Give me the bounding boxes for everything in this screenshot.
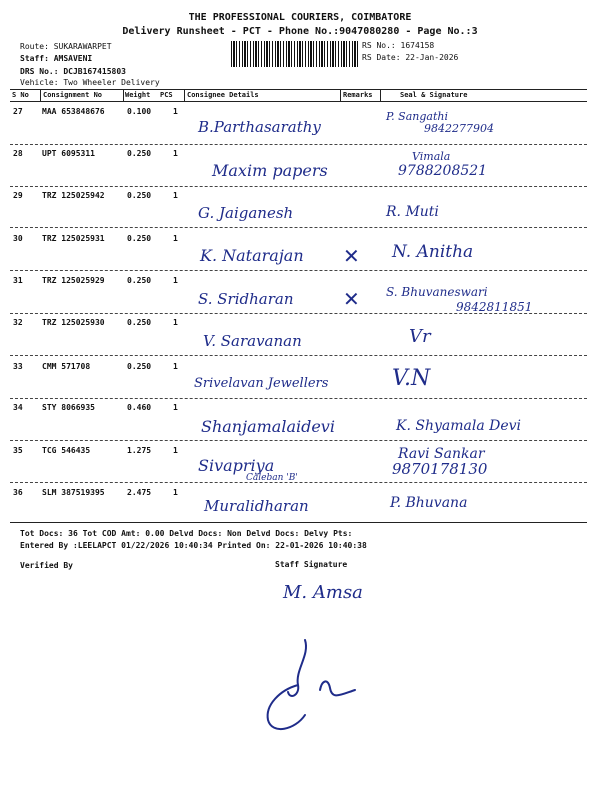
signature: N. Anitha	[392, 242, 474, 262]
row-weight: 1.275	[127, 446, 152, 455]
row-consignment: MAA 653848676	[42, 107, 105, 116]
signature: P. Sangathi	[386, 110, 448, 123]
consignee-handwriting: V. Saravanan	[203, 332, 302, 350]
company-title: THE PROFESSIONAL COURIERS, COIMBATORE	[188, 12, 412, 23]
staff-signature-label: Staff Signature	[275, 560, 348, 569]
row-pcs: 1	[173, 446, 178, 455]
staff-label: Staff: AMSAVENI	[20, 54, 93, 63]
row-consignment: TCG 546435	[42, 446, 91, 455]
row-sno: 28	[13, 149, 23, 158]
barcode	[231, 41, 359, 67]
row-divider	[10, 313, 587, 314]
signature: Ravi Sankar	[398, 446, 485, 462]
row-weight: 0.250	[127, 191, 152, 200]
row-pcs: 1	[173, 149, 178, 158]
row-pcs: 1	[173, 488, 178, 497]
row-weight: 2.475	[127, 488, 152, 497]
row-sno: 32	[13, 318, 23, 327]
consignee-handwriting: K. Natarajan	[200, 246, 304, 265]
row-divider	[10, 398, 587, 399]
row-divider	[10, 186, 587, 187]
row-divider	[10, 144, 587, 145]
col-header-seal: Seal & Signature	[400, 91, 468, 99]
vehicle-label: Vehicle: Two Wheeler Delivery	[20, 78, 160, 87]
consignee-handwriting: S. Sridharan	[198, 290, 294, 308]
row-consignment: TRZ 125025929	[42, 276, 105, 285]
runsheet-subtitle: Delivery Runsheet - PCT - Phone No.:9047080280 - Page No.:3	[122, 26, 478, 37]
row-sno: 35	[13, 446, 23, 455]
col-divider	[184, 89, 185, 101]
row-consignment: UPT 6095311	[42, 149, 95, 158]
row-weight: 0.100	[127, 107, 152, 116]
row-weight: 0.250	[127, 234, 152, 243]
row-consignment: SLM 387519395	[42, 488, 105, 497]
table-bottom-border	[10, 522, 587, 523]
col-header-remarks: Remarks	[343, 91, 373, 99]
col-header-consignee: Consignee Details	[187, 91, 259, 99]
row-sno: 34	[13, 403, 23, 412]
route-label: Route: SUKARAWARPET	[20, 42, 112, 51]
signature: V.N	[392, 366, 431, 391]
entered-by-line: Entered By :LEELAPCT 01/22/2026 10:40:34 Printed On: 22-01-2026 10:40:38	[20, 541, 367, 550]
signature-phone: 9788208521	[398, 163, 488, 179]
signature-phone: 9842277904	[424, 122, 494, 135]
signature: P. Bhuvana	[390, 495, 468, 511]
signature: S. Bhuvaneswari	[386, 285, 488, 299]
row-divider	[10, 227, 587, 228]
col-header-pcs: PCS	[160, 91, 173, 99]
signature: Vr	[409, 326, 431, 347]
remark-cross-mark: ✕	[343, 244, 360, 268]
row-divider	[10, 270, 587, 271]
col-divider	[123, 89, 124, 101]
signature: R. Muti	[386, 204, 439, 220]
row-weight: 0.250	[127, 149, 152, 158]
row-weight: 0.250	[127, 362, 152, 371]
row-weight: 0.460	[127, 403, 152, 412]
totals-line: Tot Docs: 36 Tot COD Amt: 0.00 Delvd Docs: Non Delvd Docs: Delvy Pts:	[20, 529, 353, 538]
rs-date: RS Date: 22-Jan-2026	[362, 53, 459, 62]
consignee-handwriting: Muralidharan	[204, 497, 309, 515]
row-sno: 31	[13, 276, 23, 285]
row-divider	[10, 482, 587, 483]
row-sno: 27	[13, 107, 23, 116]
row-sno: 29	[13, 191, 23, 200]
row-pcs: 1	[173, 234, 178, 243]
col-header-consignment: Consignment No	[43, 91, 103, 99]
verified-by-label: Verified By	[20, 561, 73, 570]
col-header-weight: Weight	[125, 91, 151, 99]
row-consignment: CMM 571708	[42, 362, 91, 371]
row-weight: 0.250	[127, 276, 152, 285]
row-consignment: TRZ 125025931	[42, 234, 105, 243]
row-pcs: 1	[173, 403, 178, 412]
row-pcs: 1	[173, 318, 178, 327]
row-pcs: 1	[173, 276, 178, 285]
table-top-border	[10, 89, 587, 90]
row-divider	[10, 440, 587, 441]
staff-signature-handwriting: M. Amsa	[283, 582, 363, 603]
col-header-sno: S No	[12, 91, 29, 99]
row-pcs: 1	[173, 362, 178, 371]
row-weight: 0.250	[127, 318, 152, 327]
row-sno: 36	[13, 488, 23, 497]
row-consignment: STY 8066935	[42, 403, 95, 412]
row-sno: 30	[13, 234, 23, 243]
row-divider	[10, 355, 587, 356]
large-signature-scribble	[250, 630, 370, 740]
table-header-border	[10, 101, 587, 102]
consignee-handwriting: G. Jaiganesh	[198, 204, 294, 222]
row-consignment: TRZ 125025942	[42, 191, 105, 200]
row-pcs: 1	[173, 191, 178, 200]
signature-phone: 9870178130	[392, 460, 488, 478]
consignee-handwriting: Maxim papers	[212, 161, 328, 180]
consignee-handwriting: B.Parthasarathy	[198, 118, 321, 136]
remark-cross-mark: ✕	[343, 287, 360, 311]
rs-number: RS No.: 1674158	[362, 41, 435, 50]
col-divider	[380, 89, 381, 101]
consignee-handwriting: Sivapriya	[198, 456, 275, 475]
row-consignment: TRZ 125025930	[42, 318, 105, 327]
col-divider	[340, 89, 341, 101]
col-divider	[40, 89, 41, 101]
signature: Vimala	[412, 150, 451, 163]
consignee-note: Caleban 'B'	[246, 473, 298, 483]
row-sno: 33	[13, 362, 23, 371]
consignee-handwriting: Srivelavan Jewellers	[194, 376, 329, 391]
consignee-handwriting: Shanjamalaidevi	[201, 417, 335, 436]
row-pcs: 1	[173, 107, 178, 116]
signature-phone: 9842811851	[456, 300, 533, 314]
drs-number: DRS No.: DCJB167415803	[20, 67, 126, 76]
signature: K. Shyamala Devi	[396, 418, 522, 434]
